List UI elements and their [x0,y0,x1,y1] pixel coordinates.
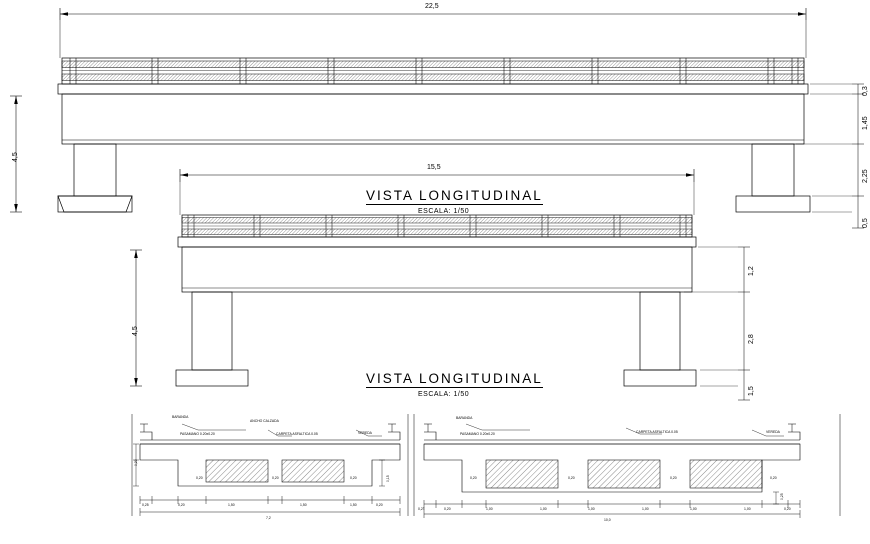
left-dim-4: 1,50 [350,503,357,507]
right-dim-6: 1,00 [690,507,697,511]
upper-right-dim-0: 0,3 [862,86,869,96]
note-left-baranda: BARANDA [172,415,189,419]
right-dim-0: 0,25 [418,507,425,511]
left-dim-5: 0,20 [376,503,383,507]
right-inner-1: 0,20 [568,476,575,480]
left-height-0: 0,20 [134,459,138,466]
right-dim-4: 1,00 [588,507,595,511]
left-inner-1: 0,20 [272,476,279,480]
right-dim-5: 1,00 [642,507,649,511]
right-inner-2: 0,20 [670,476,677,480]
left-dim-1: 0,20 [178,503,185,507]
upper-left-dimension: 4,5 [12,152,19,162]
left-dim-3: 1,50 [300,503,307,507]
right-dim-1: 0,20 [444,507,451,511]
note-right-vereda: VEREDA [766,430,780,434]
lower-right-dim-2: 1,5 [748,386,755,396]
lower-left-dimension: 4,5 [132,326,139,336]
lower-top-dimension: 15,5 [427,164,441,171]
right-height-0: 0,25 [780,493,784,500]
right-dim-3: 1,00 [540,507,547,511]
right-total-dim: 10,0 [604,518,611,522]
right-inner-3: 0,20 [770,476,777,480]
left-total-dim: 7,2 [266,516,271,520]
note-right-baranda: BARANDA [456,416,473,420]
upper-view-title: VISTA LONGITUDINAL [366,188,543,203]
lower-view-scale: ESCALA: 1/50 [418,391,470,398]
right-dim-7: 1,00 [744,507,751,511]
lower-view-title: VISTA LONGITUDINAL [366,371,543,386]
note-right-pasamano: PASAMANO 0.20x0.20 [460,432,495,436]
right-dim-2: 1,00 [486,507,493,511]
left-inner-0: 0,20 [196,476,203,480]
upper-right-dim-3: 0,5 [862,218,869,228]
left-dim-2: 1,50 [228,503,235,507]
lower-right-dim-1: 2,8 [748,334,755,344]
lower-right-dim-0: 1,2 [748,266,755,276]
note-left-pasamano: PASAMANO 0.20x0.20 [180,432,215,436]
left-inner-2: 0,20 [350,476,357,480]
upper-right-dim-2: 2,25 [862,169,869,183]
note-left-ancho-calzada: ANCHO CALZADA [250,419,279,423]
upper-top-dimension: 22,5 [425,3,439,10]
right-inner-0: 0,20 [470,476,477,480]
note-left-vereda: VEREDA [358,431,372,435]
right-dim-8: 0,20 [784,507,791,511]
upper-right-dim-1: 1,45 [862,116,869,130]
left-height-1: 0,15 [386,475,390,482]
upper-view-scale: ESCALA: 1/50 [418,208,470,215]
left-dim-0: 0,25 [142,503,149,507]
note-right-carpeta: CARPETA ASFALTICA 0.05 [636,430,678,434]
note-left-carpeta: CARPETA ASFALTICA 0.05 [276,432,318,436]
